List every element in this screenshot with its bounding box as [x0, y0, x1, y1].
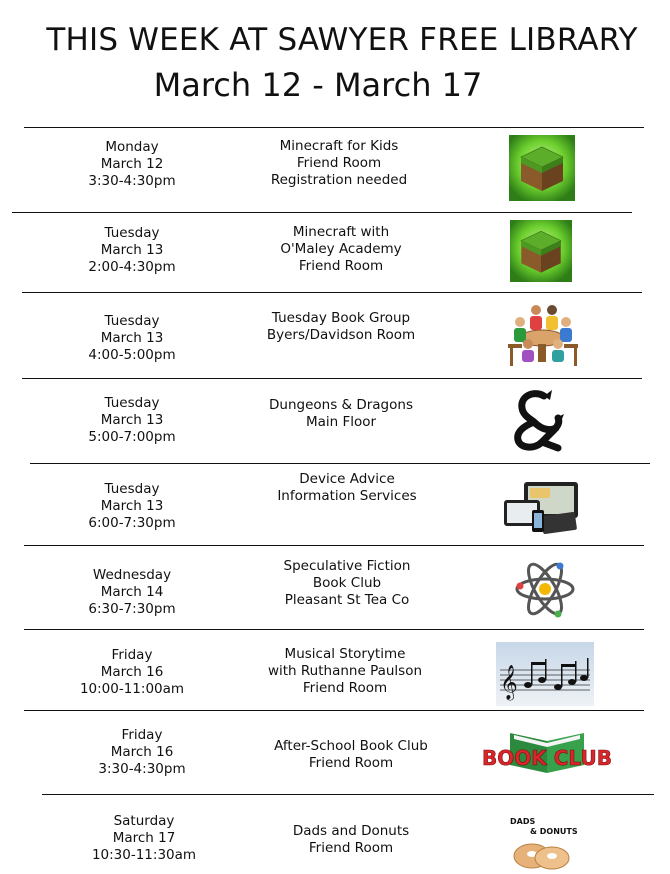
- event-date: March 14: [100, 584, 164, 600]
- event-title: Device Advice: [299, 471, 395, 487]
- devices-icon: [502, 480, 584, 536]
- event-time: 10:00-11:00am: [79, 681, 185, 697]
- event-time: 3:30-4:30pm: [98, 761, 186, 777]
- event-title-cont: O'Maley Academy: [280, 241, 402, 257]
- page-title: THIS WEEK AT SAWYER FREE LIBRARY: [46, 22, 638, 58]
- event-day: Friday: [121, 727, 163, 743]
- book-club-icon: [482, 727, 612, 789]
- event-when: [52, 647, 212, 698]
- event-title: Minecraft with: [292, 224, 390, 240]
- divider: [42, 794, 654, 795]
- event-details: [246, 310, 436, 344]
- event-title: Dungeons & Dragons: [269, 397, 413, 413]
- divider: [22, 292, 642, 293]
- event-title-cont: with Ruthanne Paulson: [267, 663, 423, 679]
- event-day: Monday: [105, 139, 159, 155]
- event-when: [52, 313, 212, 364]
- event-when: [52, 481, 212, 532]
- event-title: Tuesday Book Group: [271, 310, 411, 326]
- date-range: March 12 - March 17: [153, 66, 483, 104]
- event-location: Friend Room: [308, 840, 394, 856]
- event-details: [246, 397, 436, 431]
- event-details: [256, 823, 446, 857]
- event-details: [250, 646, 440, 697]
- event-day: Tuesday: [104, 395, 160, 411]
- event-location: Friend Room: [296, 155, 382, 171]
- event-location: Byers/Davidson Room: [266, 327, 416, 343]
- donuts-text-2: & DONUTS: [530, 827, 578, 836]
- event-location: Main Floor: [305, 414, 377, 430]
- event-date: March 13: [100, 498, 164, 514]
- event-date: March 13: [100, 412, 164, 428]
- dragon-ampersand-icon: [508, 388, 566, 450]
- event-when: [52, 567, 212, 618]
- event-details: [252, 558, 442, 609]
- event-date: March 16: [100, 664, 164, 680]
- atom-icon: [512, 556, 578, 622]
- event-time: 3:30-4:30pm: [88, 173, 176, 189]
- book-group-icon: [500, 300, 584, 370]
- divider: [30, 463, 650, 464]
- divider: [22, 378, 642, 379]
- event-location: Friend Room: [298, 258, 384, 274]
- event-day: Tuesday: [104, 225, 160, 241]
- event-title: Musical Storytime: [284, 646, 406, 662]
- event-details: [246, 224, 436, 275]
- event-date: March 12: [100, 156, 164, 172]
- event-day: Wednesday: [92, 567, 172, 583]
- book-club-text: BOOK CLUB: [482, 746, 612, 770]
- event-when: [52, 225, 212, 276]
- event-time: 6:00-7:30pm: [88, 515, 176, 531]
- event-day: Saturday: [113, 813, 175, 829]
- event-date: March 17: [112, 830, 176, 846]
- event-date: March 16: [110, 744, 174, 760]
- event-location: Pleasant St Tea Co: [284, 592, 410, 608]
- minecraft-block-icon: [510, 220, 572, 282]
- event-day: Tuesday: [104, 481, 160, 497]
- event-title: Minecraft for Kids: [279, 138, 399, 154]
- donuts-icon: [504, 814, 580, 872]
- event-note: Registration needed: [270, 172, 408, 188]
- event-title-cont: Book Club: [312, 575, 382, 591]
- event-location: Friend Room: [302, 680, 388, 696]
- event-title: Speculative Fiction: [283, 558, 411, 574]
- event-when: [64, 813, 224, 864]
- event-when: [62, 727, 222, 778]
- minecraft-block-icon: [509, 135, 575, 201]
- event-time: 2:00-4:30pm: [88, 259, 176, 275]
- event-location: Information Services: [277, 488, 417, 504]
- donuts-text-1: DADS: [510, 817, 536, 826]
- divider: [24, 545, 644, 546]
- event-when: [52, 139, 212, 190]
- event-title: Dads and Donuts: [292, 823, 410, 839]
- event-time: 10:30-11:30am: [91, 847, 197, 863]
- event-time: 5:00-7:00pm: [88, 429, 176, 445]
- event-day: Friday: [111, 647, 153, 663]
- event-details: [252, 471, 442, 505]
- event-time: 4:00-5:00pm: [88, 347, 176, 363]
- divider: [24, 629, 644, 630]
- music-notes-icon: [496, 642, 594, 706]
- divider: [24, 127, 644, 128]
- event-details: [244, 138, 434, 189]
- event-when: [52, 395, 212, 446]
- event-time: 6:30-7:30pm: [88, 601, 176, 617]
- divider: [12, 212, 632, 213]
- event-details: [256, 738, 446, 772]
- svg-text:𝄞: 𝄞: [500, 665, 518, 700]
- event-day: Tuesday: [104, 313, 160, 329]
- event-date: March 13: [100, 242, 164, 258]
- event-title: After-School Book Club: [274, 738, 428, 754]
- event-location: Friend Room: [308, 755, 394, 771]
- divider: [24, 710, 644, 711]
- event-date: March 13: [100, 330, 164, 346]
